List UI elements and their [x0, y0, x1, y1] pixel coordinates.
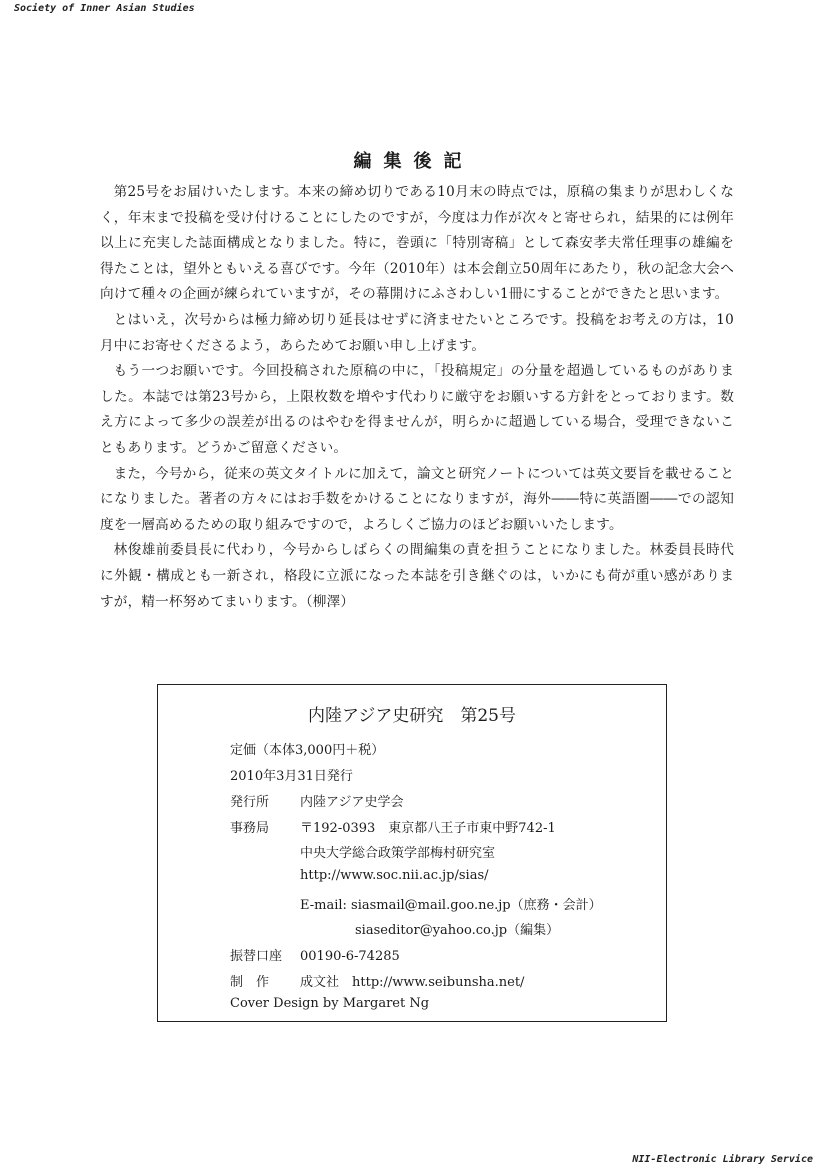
colophon-box	[157, 684, 667, 1022]
office-label: 事務局	[230, 821, 270, 836]
date-text: 2010年3月31日発行	[230, 769, 353, 784]
afterword-body	[100, 180, 734, 615]
publisher-name: 内陸アジア史学会	[300, 795, 404, 810]
paragraph: とはいえ，次号からは極力締め切り延長はせずに済ませたいところです。投稿をお考えの方は，10月中にお寄せくださるよう，あらためてお願い申し上げます。	[100, 311, 734, 354]
paragraph: また，今号から，従来の英文タイトルに加えて，論文と研究ノートについては英文要旨を載せることになりました。著者の方々にはお手数をかけることになりますが，海外――特に英語圏――での認知度を一層高めるための取り組みですので，よろしくご協力のほどお願いいたします。	[100, 465, 734, 533]
production-text: 成文社 http://www.seibunsha.net/	[300, 975, 525, 990]
office-address: 〒192-0393 東京都八王子市東中野742-1	[300, 821, 556, 836]
publisher-line	[230, 791, 403, 810]
site-footer: NII-Electronic Library Service	[632, 1154, 813, 1165]
production-label: 制 作	[230, 975, 270, 990]
paragraph: もう一つお願いです。今回投稿された原稿の中に，「投稿規定」の分量を超過しているものがありました。本誌では第23号から，上限枚数を増やす代わりに厳守をお願いする方針をとっております。数え方によって多少の誤差が出るのはやむを得ませんが，明らかに超過している場合，受理できないこともあります。どうかご留意ください。	[100, 363, 734, 456]
transfer-label: 振替口座	[230, 949, 283, 964]
price-text: 定価（本体3,000円＋税）	[230, 743, 385, 758]
paragraph: 林俊雄前委員長に代わり，今号からしばらくの間編集の責を担うことになりました。林委員長時代に外観・構成とも一新され，格段に立派になった本誌を引き継ぐのは，いかにも荷が重い感がありますが，精一杯努めてまいります。（柳澤）	[100, 542, 734, 610]
page-title: 編集後記	[353, 151, 474, 172]
date-line	[230, 765, 353, 784]
colophon-title: 内陸アジア史研究 第25号	[308, 706, 516, 726]
cover-line	[230, 996, 429, 1011]
production-line	[230, 971, 524, 990]
cover-credit: Cover Design by Margaret Ng	[230, 996, 430, 1011]
price-line	[230, 739, 384, 758]
site-header: Society of Inner Asian Studies	[14, 3, 195, 14]
paragraph: 第25号をお届けいたします。本来の締め切りである10月末の時点では，原稿の集まりが思わしくなく，年末まで投稿を受け付けることにしたのですが，今度は力作が次々と寄せられ，結果的には例年以上に充実した誌面構成となりました。特に，巻頭に「特別寄稿」として森安孝夫常任理事の雄編を得たことは，望外ともいえる喜びです。今年（2010年）は本会創立50周年にあたり，秋の記念大会へ向けて種々の企画が練られていますが，その幕開けにふさわしい1冊にすることができたと思います。	[100, 184, 734, 303]
email-editor[interactable]: siaseditor@yahoo.co.jp（編集）	[355, 923, 560, 938]
transfer-line	[230, 945, 400, 964]
publisher-label: 発行所	[230, 795, 270, 810]
office-line	[230, 817, 556, 836]
transfer-number: 00190-6-74285	[300, 949, 400, 964]
website-link[interactable]: http://www.soc.nii.ac.jp/sias/	[300, 868, 489, 883]
office-lab: 中央大学総合政策学部梅村研究室	[300, 846, 496, 861]
email-general[interactable]: E-mail: siasmail@mail.goo.ne.jp（庶務・会計）	[300, 898, 602, 913]
